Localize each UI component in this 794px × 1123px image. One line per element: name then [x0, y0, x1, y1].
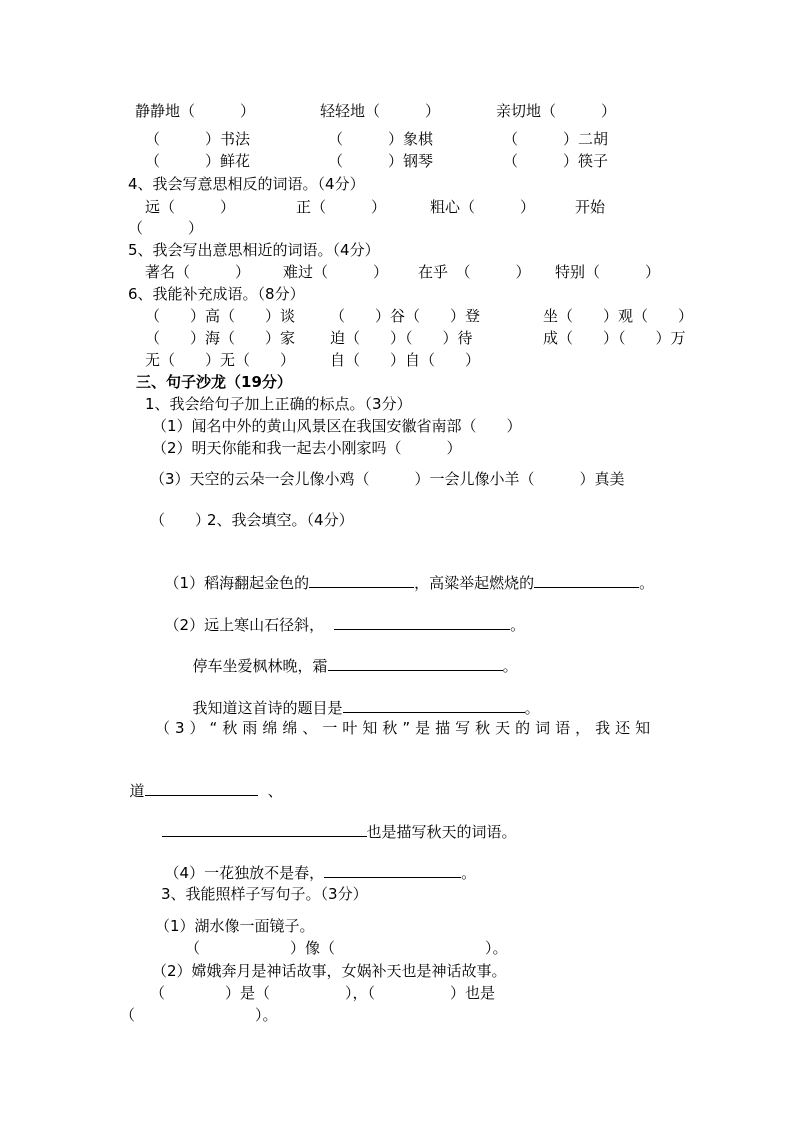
q3-example-2: （2）嫦娥奔月是神话故事，女娲补天也是神话故事。: [152, 962, 507, 980]
q1-title: 1、我会给句子加上正确的标点。（3分）: [145, 395, 412, 413]
blank-poem-line-4[interactable]: [328, 656, 503, 671]
idiom-3[interactable]: 坐（ ）观（ ）: [543, 307, 694, 325]
antonym-upright[interactable]: 正（ ）: [296, 198, 387, 216]
verb-piano[interactable]: （ ）钢琴: [328, 152, 434, 170]
idiom-7[interactable]: 无（ ）无（ ）: [145, 351, 296, 369]
antonyms-title: 4、我会写意思相反的词语。（4分）: [128, 175, 365, 193]
verb-calligraphy[interactable]: （ ）书法: [145, 130, 251, 148]
adverb-1[interactable]: 静静地（ ）: [135, 102, 256, 120]
synonym-sad[interactable]: 难过（ ）: [283, 263, 389, 281]
q1-sentence-2[interactable]: （2）明天你能和我一起去小刚家吗（ ）: [152, 439, 462, 457]
section-3-heading: 三、句子沙龙（19分）: [136, 373, 292, 391]
adverb-3[interactable]: 亲切地（ ）: [496, 102, 617, 120]
blank-autumn-word-1[interactable]: [145, 781, 258, 796]
q1-sentence-3[interactable]: （3）天空的云朵一会儿像小鸡（ ）一会儿像小羊（ ）真美: [150, 470, 625, 488]
idiom-1[interactable]: （ ）高（ ）谈: [145, 307, 296, 325]
synonyms-title: 5、我会写出意思相近的词语。（4分）: [128, 241, 380, 259]
idiom-4[interactable]: （ ）海（ ）家: [145, 329, 296, 347]
q1-sentence-1[interactable]: （1）闻名中外的黄山风景区在我国安徽省南部（ ）: [152, 417, 522, 435]
synonym-care[interactable]: 在乎 （ ）: [418, 263, 531, 281]
q1-sentence-3-end[interactable]: （ ）: [150, 511, 211, 529]
antonym-start-blank[interactable]: （ ）: [128, 219, 204, 237]
idiom-8[interactable]: 自（ ）自（ ）: [330, 351, 481, 369]
q3-fill-2[interactable]: （ ）是（ ），（ ）也是: [150, 984, 496, 1002]
q2-title: 2、我会填空。（4分）: [207, 511, 354, 529]
q3-title: 3、我能照样子写句子。（3分）: [161, 885, 368, 903]
synonym-special[interactable]: 特别（ ）: [555, 263, 661, 281]
q2-line-7: 也是描写秋天的词语。: [152, 802, 517, 842]
blank-autumn-word-2[interactable]: [162, 822, 367, 837]
verb-chess[interactable]: （ ）象棋: [328, 130, 434, 148]
blank-golden[interactable]: [309, 573, 414, 588]
q2-autumn-words-prompt: （3）“秋雨绵绵、一叶知秋”是描写秋天的词语，我还知: [155, 719, 656, 737]
antonym-far[interactable]: 远（ ）: [145, 198, 236, 216]
antonym-careless[interactable]: 粗心（ ）: [430, 198, 536, 216]
blank-poem-title[interactable]: [343, 698, 525, 713]
antonym-start: 开始: [575, 198, 606, 216]
q2-line-8: （4）一花独放不是春， 。: [164, 864, 477, 882]
verb-flowers[interactable]: （ ）鲜花: [145, 152, 251, 170]
blank-proverb[interactable]: [324, 863, 461, 878]
verb-chopsticks[interactable]: （ ）筷子: [503, 152, 609, 170]
idiom-5[interactable]: 迫（ ）（ ）待: [330, 329, 473, 347]
idiom-2[interactable]: （ ）谷（ ）登: [330, 307, 481, 325]
idioms-title: 6、我能补充成语。（8分）: [128, 285, 305, 303]
verb-erhu[interactable]: （ ）二胡: [503, 130, 609, 148]
blank-poem-line-2[interactable]: [334, 615, 510, 630]
q3-fill-1[interactable]: （ ）像（ ）。: [185, 939, 508, 957]
q2-line-2: （2）远上寒山石径斜， 。: [164, 616, 526, 634]
q2-line-1: （1）稻海翻起金色的 ，高粱举起燃烧的 。: [164, 574, 655, 592]
synonym-famous[interactable]: 著名（ ）: [145, 263, 251, 281]
adverb-2[interactable]: 轻轻地（ ）: [320, 102, 441, 120]
q3-example-1: （1）湖水像一面镜子。: [155, 917, 315, 935]
idiom-6[interactable]: 成（ ）（ ）万: [543, 329, 686, 347]
q2-line-3: 停车坐爱枫林晚，霜 。: [192, 657, 518, 675]
q3-fill-2-end[interactable]: （ ）。: [120, 1006, 278, 1024]
blank-burning[interactable]: [534, 573, 639, 588]
q2-line-6: 道 、: [129, 782, 283, 800]
q2-line-4: 我知道这首诗的题目是 。: [192, 699, 540, 717]
